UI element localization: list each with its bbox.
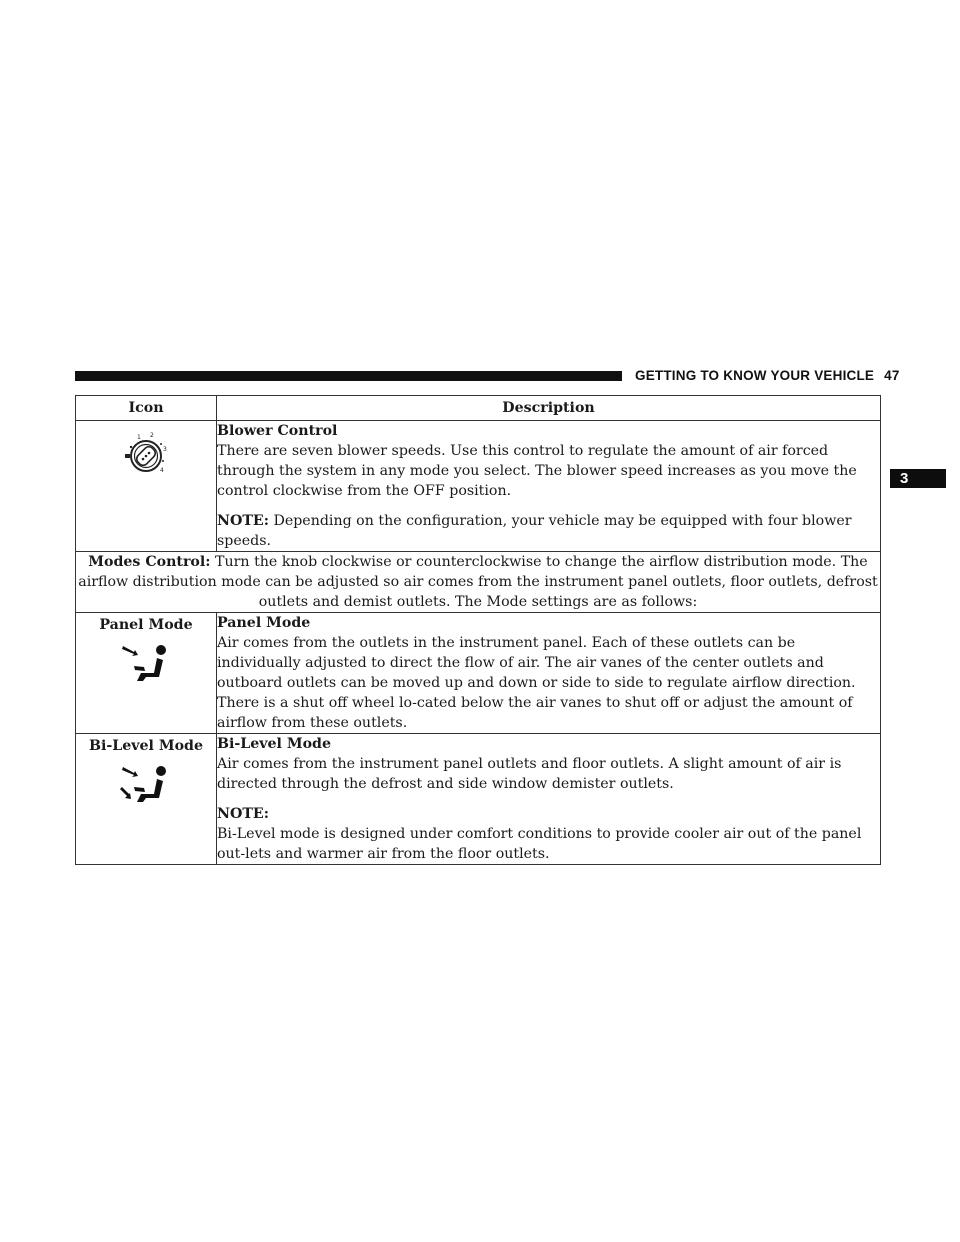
panel-body: Air comes from the outlets in the instrument panel. Each of these outlets can be individually adjusted to direct the flow of air. The air vanes of the center outlets and outboard outlets can be moved up and down or side to side to regulate airflow direction. There is a shut off wheel lo-cated below the air vanes to shut off or adjust the amount of airflow from these outlets. [217, 635, 856, 731]
bilevel-note-label: NOTE: [217, 806, 269, 822]
column-header-icon: Icon [76, 396, 217, 421]
bi-level-mode-icon [116, 762, 176, 812]
modes-text: Turn the knob clockwise or counterclockwise to change the airflow distribution mode. The airflow distribution mode can be adjusted so air comes from the instrument panel outlets, floor outlets, defrost outlets and demist outlets. The Mode settings are as follows: [78, 554, 878, 610]
blower-note-text: Depending on the configuration, your vehicle may be equipped with four blower speeds. [217, 513, 852, 549]
bilevel-body: Air comes from the instrument panel outlets and floor outlets. A slight amount of air is directed through the defrost and side window demister outlets. [217, 756, 842, 792]
blower-note [217, 511, 880, 551]
table-row-blower [76, 421, 881, 552]
chapter-tab: 3 [890, 469, 946, 488]
page-number: 47 [884, 368, 900, 383]
panel-title: Panel Mode [217, 615, 311, 631]
page-header [635, 368, 900, 383]
bilevel-mode-label: Bi-Level Mode [89, 738, 203, 754]
bilevel-title: Bi-Level Mode [217, 736, 331, 752]
blower-knob-icon [118, 427, 174, 483]
modes-control-cell [76, 552, 881, 613]
header-rule [75, 371, 622, 381]
blower-description-cell [217, 421, 881, 552]
panel-mode-icon [116, 641, 176, 685]
table-row-panel [76, 613, 881, 734]
bilevel-description-cell [217, 734, 881, 865]
svg-text:1: 1 [137, 434, 141, 441]
blower-title: Blower Control [217, 423, 338, 439]
blower-icon-cell [76, 421, 217, 552]
svg-text:4: 4 [160, 467, 164, 474]
bilevel-icon-cell [76, 734, 217, 865]
table-row-bilevel [76, 734, 881, 865]
svg-text:3: 3 [163, 446, 167, 453]
panel-icon-cell [76, 613, 217, 734]
table-header-row [76, 396, 881, 421]
panel-mode-label: Panel Mode [99, 617, 193, 633]
modes-label: Modes Control: [88, 554, 211, 570]
panel-description-cell [217, 613, 881, 734]
blower-note-label: NOTE: [217, 513, 269, 529]
svg-text:2: 2 [150, 432, 154, 439]
section-title: GETTING TO KNOW YOUR VEHICLE [635, 368, 875, 383]
table-row-modes [76, 552, 881, 613]
column-header-description: Description [217, 396, 881, 421]
climate-controls-table [75, 395, 881, 865]
blower-body: There are seven blower speeds. Use this control to regulate the amount of air forced through the system in any mode you select. The blower speed increases as you move the control clockwise from the OFF position. [217, 443, 857, 499]
bilevel-note-text: Bi-Level mode is designed under comfort conditions to provide cooler air out of the panel out-lets and warmer air from the floor outlets. [217, 826, 862, 862]
